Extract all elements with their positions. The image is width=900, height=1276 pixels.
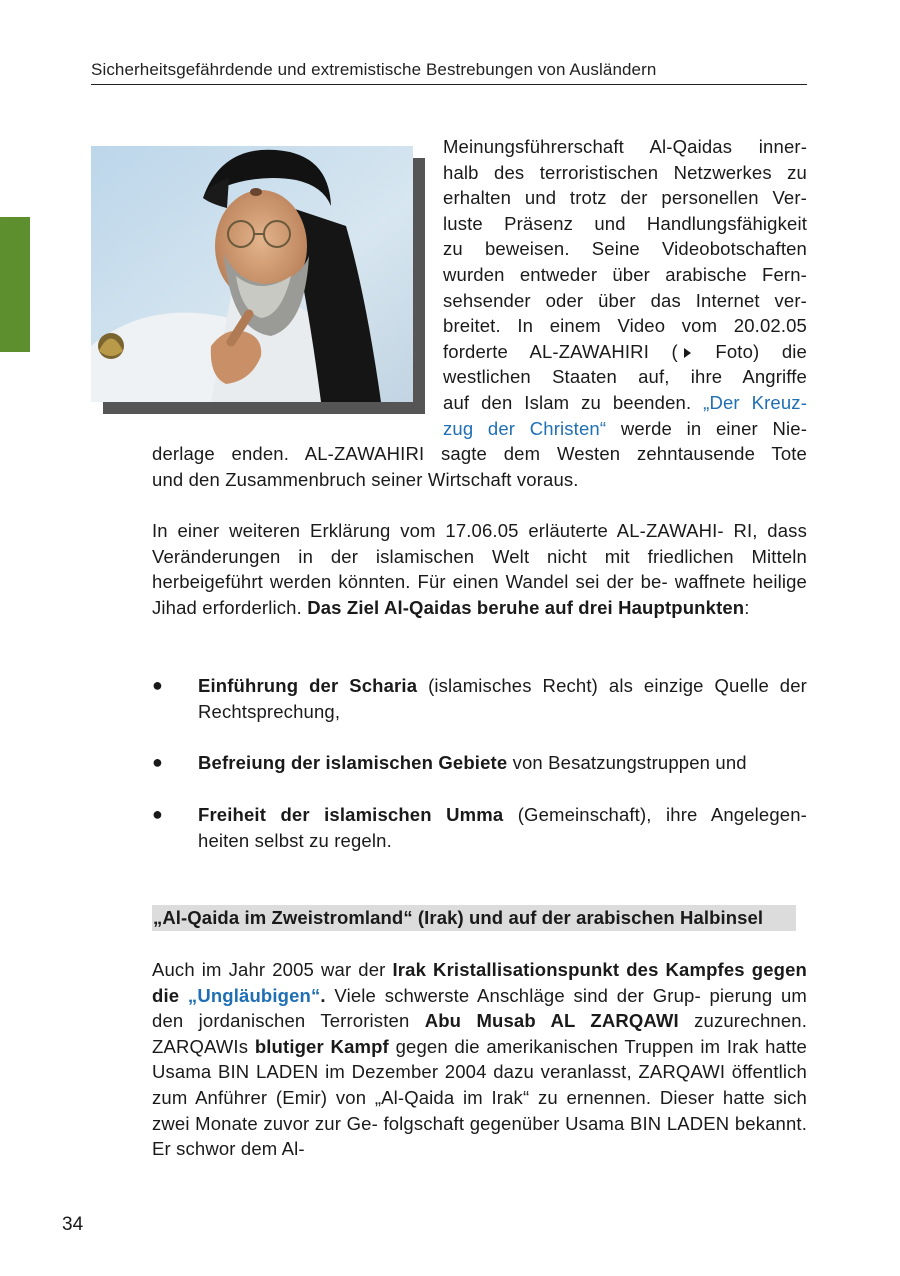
bullet-bold: Freiheit der islamischen Umma (198, 804, 504, 825)
bullet-list (152, 673, 807, 724)
paragraph-2-text (152, 518, 807, 620)
chapter-tab-marker (0, 217, 30, 352)
p3-text-1: Auch im Jahr 2005 war der (152, 959, 393, 980)
p3-bold-2: Abu Musab AL ZARQAWI (424, 1010, 679, 1032)
line-3: erhalten und trotz der personellen Ver- (443, 187, 807, 209)
paragraph-3-text (152, 957, 807, 1162)
line-9-pre: forderte AL-ZAWAHIRI ( (443, 340, 678, 362)
line-9-post: Foto) die (692, 340, 807, 362)
p3-quote-link[interactable]: „Ungläubigen“ (187, 984, 321, 1006)
paragraph-2-plain: In einer weiteren Erklärung vom 17.06.05 erläuterte AL-ZAWAHI- RI, dass Veränderungen in der islamischen Welt nicht mit friedlichen Mitteln herbeigeführt werden könnten. Für einen Wandel sei der be- waffnete heilige Jihad erforderlich. (152, 520, 807, 618)
line-7: sehsender oder über das Internet ver- (443, 289, 807, 311)
wide-paragraph-1 (152, 441, 807, 492)
bullet-dot: ● (152, 675, 164, 695)
line-1: Meinungsführerschaft Al-Qaidas inner- (443, 136, 807, 157)
triangle-right-icon (684, 348, 691, 358)
quote-link-2[interactable]: zug der Christen“ (443, 417, 607, 439)
line-10: westlichen Staaten auf, ihre Angriffe (443, 366, 807, 388)
p3-text-2: Viele schwerste Anschläge sind der Grup- pierung um den jordanischen Terroristen (152, 984, 807, 1032)
p3-bold-3: blutiger Kampf (254, 1035, 389, 1057)
photo-figure (91, 146, 413, 402)
quote-link-1[interactable]: „Der Kreuz- (703, 391, 807, 413)
p3-text-3: zuzurechnen. ZARQAWIs (152, 1010, 807, 1057)
bullet-list (152, 750, 807, 776)
line-11 (443, 390, 807, 416)
wide-line-1: derlage enden. AL-ZAWAHIRI sagte dem Westen zehntausende Tote (152, 443, 807, 464)
bullet-bold: Befreiung der islamischen Gebiete (198, 752, 508, 773)
bullet-dot: ● (152, 804, 164, 824)
bullet-list (152, 802, 807, 853)
page-number: 34 (62, 1214, 84, 1235)
line-2: halb des terroristischen Netzwerkes zu (443, 161, 807, 183)
line-11-pre: auf den Islam zu beenden. (443, 391, 704, 413)
paragraph-2-bold: Das Ziel Al-Qaidas beruhe auf drei Hauptpunkten (307, 596, 745, 618)
line-5: zu beweisen. Seine Videobotschaften (443, 238, 807, 260)
line-12 (443, 416, 807, 442)
paragraph-2-tail: : (744, 596, 750, 618)
line-12-post: werde in einer Nie- (606, 417, 808, 439)
list-item (152, 750, 807, 776)
paragraph-2 (152, 518, 807, 620)
line-8: breitet. In einem Video vom 20.02.05 (443, 315, 807, 337)
running-header: Sicherheitsgefährdende und extremistische Bestrebungen von Ausländern (91, 60, 807, 85)
p3-bold-1: Irak Kristallisationspunkt des Kampfes gegen die (152, 959, 807, 1006)
bullet-text: (islamisches Recht) als einzige Quelle der Rechtsprechung, (198, 675, 807, 722)
line-6: wurden entweder über arabische Fern- (443, 263, 807, 285)
list-item (152, 802, 807, 853)
list-item (152, 673, 807, 724)
paragraph-3 (152, 957, 807, 1162)
p3-bold-1-end: . (320, 984, 326, 1006)
section-heading: „Al-Qaida im Zweistromland“ (Irak) und auf der arabischen Halbinsel (152, 905, 796, 931)
narrow-paragraph (443, 134, 807, 441)
bullet-dot: ● (152, 752, 164, 772)
p3-text-4: gegen die amerikanischen Truppen im Irak hatte Usama BIN LADEN im Dezember 2004 dazu veranlasst, ZARQAWI öffentlich zum Anführer (Emir) von „Al-Qaida im Irak“ zu ernennen. Dieser hatte sich zwei Monate zuvor zur Ge- folgschaft gegenüber Usama BIN LADEN bekannt. Er schwor dem Al- (152, 1035, 807, 1160)
wide-line-2: und den Zusammenbruch seiner Wirtschaft voraus. (152, 468, 579, 490)
bullet-bold: Einführung der Scharia (198, 675, 418, 696)
portrait-photo (91, 146, 413, 402)
bullet-text: von Besatzungstruppen und (507, 752, 747, 773)
bullet-text: (Gemeinschaft), ihre Angelegen- heiten selbst zu regeln. (198, 804, 807, 851)
line-4: luste Präsenz und Handlungsfähigkeit (443, 212, 807, 234)
line-9 (443, 339, 807, 365)
